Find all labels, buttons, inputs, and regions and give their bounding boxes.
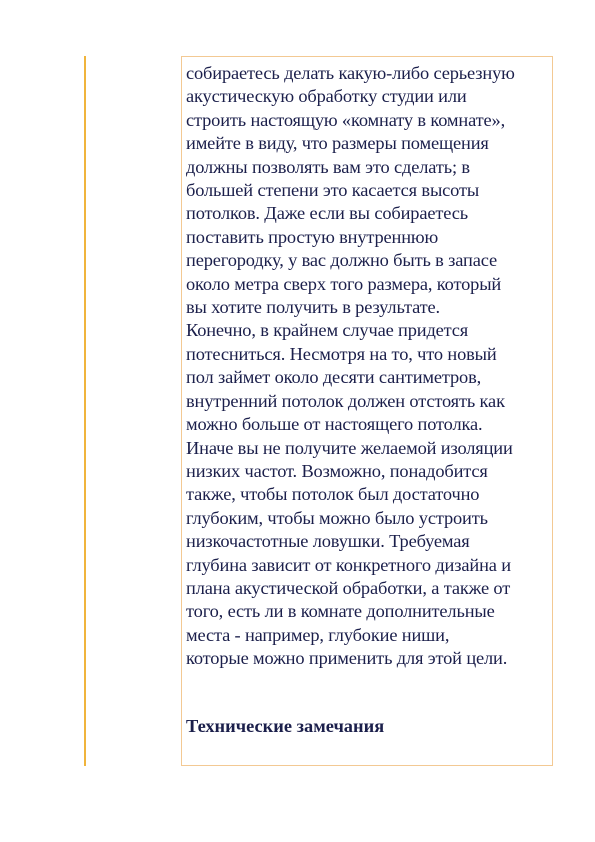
paragraph-line: поставить простую внутреннюю [186, 226, 439, 247]
paragraph-line: перегородку, у вас должно быть в запасе [186, 250, 497, 271]
margin-rule [84, 56, 86, 766]
paragraph-line: низких частот. Возможно, понадобится [186, 460, 488, 481]
paragraph-line: пол займет около десяти сантиметров, [186, 367, 482, 388]
paragraph-line: строить настоящую «комнату в комнате», [186, 109, 506, 130]
paragraph-line: имейте в виду, что размеры помещения [186, 133, 489, 154]
paragraph-line: места - например, глубокие ниши, [186, 624, 450, 645]
paragraph-line: акустическую обработку студии или [186, 86, 467, 107]
paragraph-line: должны позволять вам это сделать; в [186, 156, 470, 177]
paragraph-line: низкочастотные ловушки. Требуемая [186, 531, 470, 552]
paragraph-line: потесниться. Несмотря на то, что новый [186, 343, 497, 364]
paragraph-line: около метра сверх того размера, который [186, 273, 502, 294]
paragraph-line: которые можно применить для этой цели. [186, 648, 508, 669]
paragraph-line: большей степени это касается высоты [186, 180, 480, 201]
paragraph-line: Конечно, в крайнем случае придется [186, 320, 469, 341]
paragraph-line: того, есть ли в комнате дополнительные [186, 601, 495, 622]
paragraph-line: также, чтобы потолок был достаточно [186, 484, 480, 505]
paragraph-line: глубина зависит от конкретного дизайна и [186, 554, 511, 575]
paragraph-line: Иначе вы не получите желаемой изоляции [186, 437, 513, 458]
paragraph-line: внутренний потолок должен отстоять как [186, 390, 505, 411]
paragraph-line: потолков. Даже если вы собираетесь [186, 203, 468, 224]
paragraph-line: можно больше от настоящего потолка. [186, 414, 483, 435]
paragraph-line: плана акустической обработки, а также от [186, 577, 511, 598]
paragraph-line: вы хотите получить в результате. [186, 297, 440, 318]
body-paragraph [186, 62, 552, 671]
paragraph-line: глубоким, чтобы можно было устроить [186, 507, 488, 528]
paragraph-line: собираетесь делать какую-либо серьезную [186, 63, 515, 83]
section-heading: Технические замечания [186, 716, 385, 736]
